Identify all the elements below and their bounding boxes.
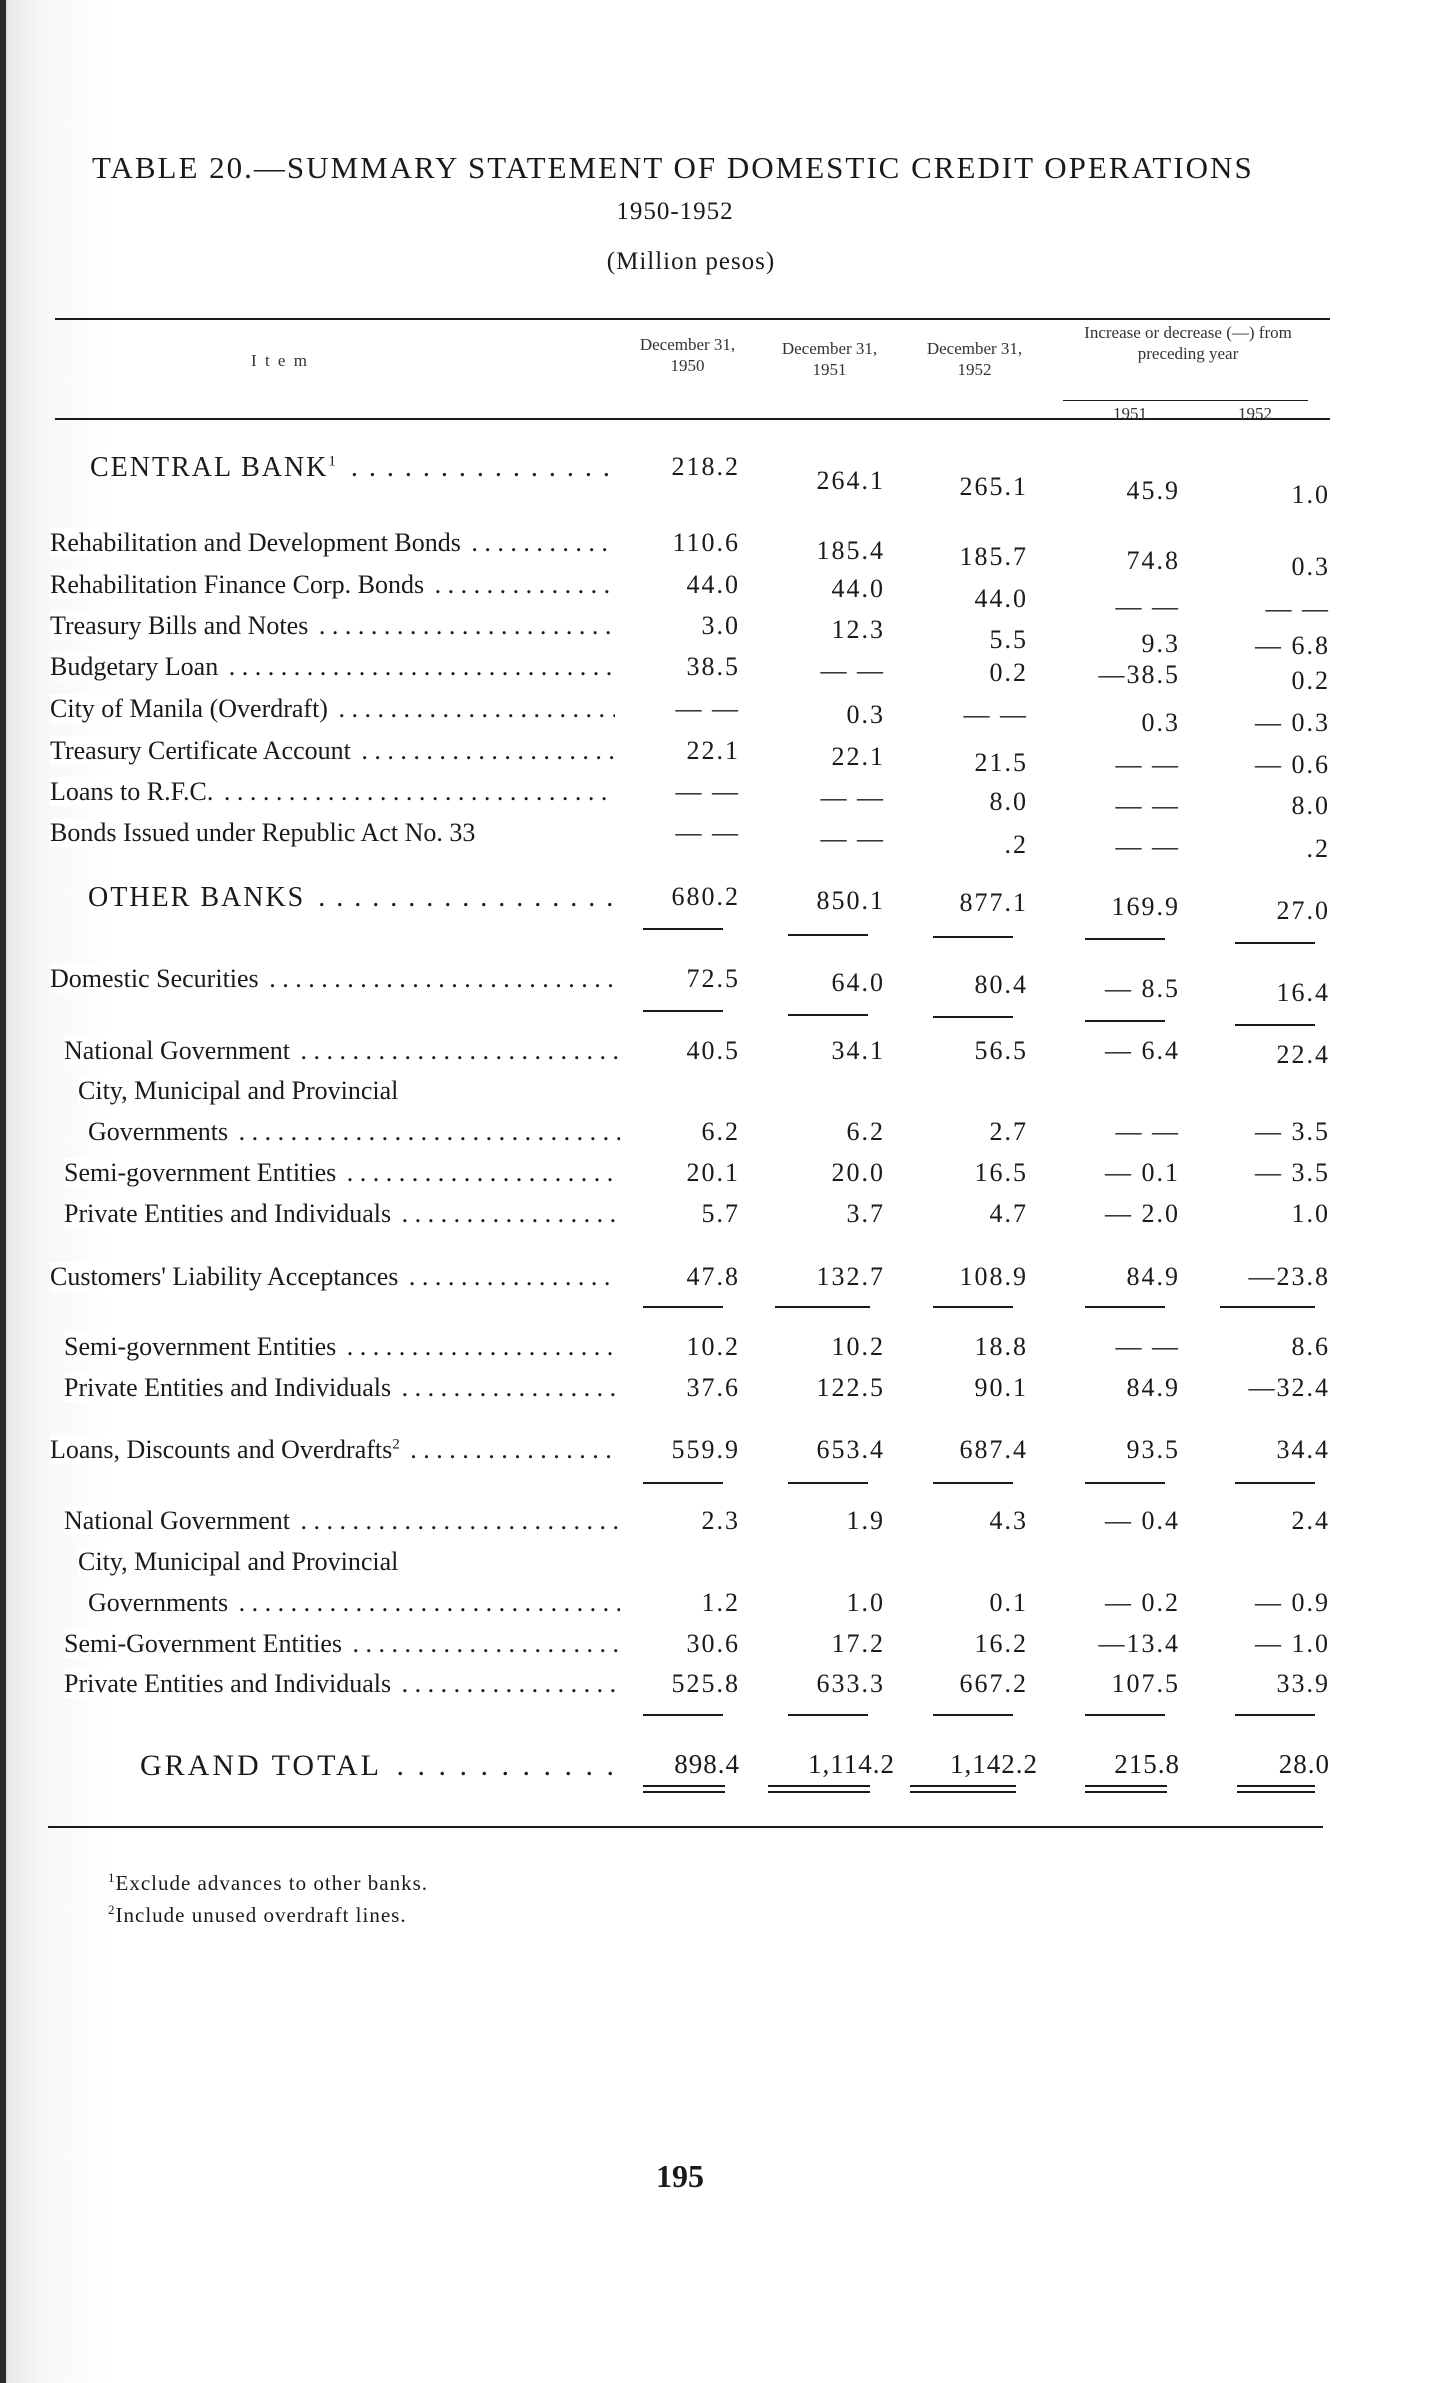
cell-1951: 44.0 — [831, 574, 885, 603]
cell-1952: 90.1 — [974, 1373, 1028, 1402]
underline — [1235, 1714, 1315, 1716]
underline — [788, 934, 868, 936]
cell-change-1951: — — — [1115, 592, 1180, 621]
row-label: Bonds Issued under Republic Act No. 33 — [50, 818, 479, 847]
cell-change-1952: 28.0 — [1278, 1749, 1330, 1779]
row-label: Domestic Securities — [50, 964, 263, 993]
cell-change-1951: — 6.4 — [1105, 1036, 1180, 1065]
cell-change-1952: 0.3 — [1291, 552, 1330, 581]
cell-1952: 16.2 — [974, 1629, 1028, 1658]
underline — [933, 1714, 1013, 1716]
underline — [643, 1306, 723, 1308]
row-label: Governments — [88, 1588, 232, 1617]
cell-1950: 44.0 — [686, 570, 740, 599]
cell-1951: — — — [820, 783, 885, 812]
cell-change-1952: — 1.0 — [1255, 1629, 1330, 1658]
cell-change-1951: 74.8 — [1126, 546, 1180, 575]
underline — [1085, 1714, 1165, 1716]
cell-1951: 1,114.2 — [808, 1749, 895, 1779]
cell-1951: 633.3 — [816, 1669, 885, 1698]
underline — [933, 936, 1013, 938]
underline — [788, 1014, 868, 1016]
cell-change-1951: 0.3 — [1141, 708, 1180, 737]
cell-1950: 898.4 — [674, 1749, 740, 1779]
double-underline — [768, 1785, 870, 1793]
cell-change-1952: 2.4 — [1291, 1506, 1330, 1535]
cell-change-1951: 84.9 — [1126, 1262, 1180, 1291]
row-label: Private Entities and Individuals — [64, 1669, 395, 1698]
cell-change-1952: 16.4 — [1276, 978, 1330, 1007]
underline — [643, 1010, 723, 1012]
cell-1951: 264.1 — [816, 466, 885, 495]
underline — [1220, 1306, 1315, 1308]
cell-1951: 34.1 — [831, 1036, 885, 1065]
cell-change-1952: —23.8 — [1248, 1262, 1330, 1291]
cell-change-1951: 215.8 — [1114, 1749, 1180, 1779]
cell-1952: 4.7 — [989, 1199, 1028, 1228]
cell-change-1951: — 8.5 — [1105, 974, 1180, 1003]
row-label: OTHER BANKS — [88, 882, 309, 913]
cell-1952: 877.1 — [959, 888, 1028, 917]
cell-change-1952: — — — [1265, 594, 1330, 623]
cell-1951: 22.1 — [831, 742, 885, 771]
row-label: City of Manila (Overdraft) — [50, 694, 332, 723]
footnote-text: Include unused overdraft lines. — [115, 1903, 407, 1927]
row-label: Semi-Government Entities — [64, 1629, 346, 1658]
row-label: Loans to R.F.C. — [50, 777, 217, 806]
cell-1950: — — — [675, 777, 740, 806]
cell-1952: 0.2 — [989, 658, 1028, 687]
cell-1951: 1.0 — [846, 1588, 885, 1617]
cell-1952: 16.5 — [974, 1158, 1028, 1187]
cell-1951: 1.9 — [846, 1506, 885, 1535]
cell-1951: 0.3 — [846, 700, 885, 729]
cell-1950: 3.0 — [701, 611, 740, 640]
cell-change-1952: 1.0 — [1291, 1199, 1330, 1228]
cell-change-1952: — 0.9 — [1255, 1588, 1330, 1617]
cell-change-1952: 1.0 — [1291, 480, 1330, 509]
cell-1950: 37.6 — [686, 1373, 740, 1402]
footnote-1 — [108, 1870, 428, 1896]
cell-change-1951: — 0.4 — [1105, 1506, 1180, 1535]
cell-1952: 2.7 — [989, 1117, 1028, 1146]
cell-change-1951: — — — [1115, 791, 1180, 820]
cell-1951: 122.5 — [816, 1373, 885, 1402]
cell-1952: 56.5 — [974, 1036, 1028, 1065]
row-label: National Government — [64, 1506, 294, 1535]
cell-1952: 667.2 — [959, 1669, 1028, 1698]
cell-1950: 38.5 — [686, 652, 740, 681]
cell-change-1952: 33.9 — [1276, 1669, 1330, 1698]
cell-1951: — — — [820, 824, 885, 853]
cell-1952: 44.0 — [974, 584, 1028, 613]
header-col-1951: December 31, 1951 — [781, 339, 878, 379]
cell-1952: 5.5 — [989, 625, 1028, 654]
cell-1951: 17.2 — [831, 1629, 885, 1658]
cell-1951: 12.3 — [831, 615, 885, 644]
row-label: Private Entities and Individuals — [64, 1373, 395, 1402]
cell-1950: 20.1 — [686, 1158, 740, 1187]
cell-1951: 64.0 — [831, 968, 885, 997]
cell-change-1951: — — — [1115, 1117, 1180, 1146]
underline — [1085, 938, 1165, 940]
cell-1950: 1.2 — [701, 1588, 740, 1617]
cell-1950: 5.7 — [701, 1199, 740, 1228]
page-binding-edge — [0, 0, 6, 2383]
header-change-subrule — [1063, 400, 1308, 401]
underline — [788, 1482, 868, 1484]
header-change-1951: 1951 — [1113, 404, 1147, 423]
row-label: Semi-government Entities — [64, 1332, 340, 1361]
footnote-ref: 1 — [328, 453, 338, 470]
cell-1951: 850.1 — [816, 886, 885, 915]
underline — [1235, 942, 1315, 944]
cell-1950: 72.5 — [686, 964, 740, 993]
footnote-mark: 2 — [108, 1902, 116, 1917]
underline — [1085, 1482, 1165, 1484]
cell-change-1952: —32.4 — [1248, 1373, 1330, 1402]
underline — [1235, 1482, 1315, 1484]
row-label: Treasury Bills and Notes — [50, 611, 312, 640]
cell-change-1951: — 0.1 — [1105, 1158, 1180, 1187]
cell-1952: — — — [963, 700, 1028, 729]
footnote-mark: 1 — [108, 1870, 116, 1885]
cell-1952: .2 — [1004, 830, 1028, 859]
row-label: CENTRAL BANK — [90, 452, 329, 483]
cell-1951: 10.2 — [831, 1332, 885, 1361]
cell-change-1951: 169.9 — [1111, 892, 1180, 921]
cell-1952: 1,142.2 — [950, 1749, 1038, 1779]
cell-1951: 132.7 — [816, 1262, 885, 1291]
cell-change-1952: — 3.5 — [1255, 1158, 1330, 1187]
row-label: Semi-government Entities — [64, 1158, 340, 1187]
row-label: Budgetary Loan — [50, 652, 222, 681]
cell-1950: 110.6 — [672, 528, 740, 557]
cell-1950: 6.2 — [701, 1117, 740, 1146]
underline — [788, 1714, 868, 1716]
footnote-ref: 2 — [392, 1436, 400, 1453]
cell-1950: 525.8 — [671, 1669, 740, 1698]
row-label: Private Entities and Individuals — [64, 1199, 395, 1228]
cell-1950: 218.2 — [671, 452, 740, 481]
underline — [643, 1482, 723, 1484]
cell-1950: 40.5 — [686, 1036, 740, 1065]
double-underline — [643, 1785, 725, 1793]
cell-change-1952: — 6.8 — [1255, 631, 1330, 660]
cell-change-1951: — — — [1115, 750, 1180, 779]
cell-change-1951: — 0.2 — [1105, 1588, 1180, 1617]
double-underline — [1085, 1785, 1167, 1793]
header-change-1952: 1952 — [1238, 404, 1272, 423]
cell-1952: 8.0 — [989, 787, 1028, 816]
cell-change-1951: 84.9 — [1126, 1373, 1180, 1402]
cell-1950: 2.3 — [701, 1506, 740, 1535]
cell-change-1951: 9.3 — [1141, 629, 1180, 658]
table-title: TABLE 20.—SUMMARY STATEMENT OF DOMESTIC CREDIT OPERATIONS — [92, 150, 1254, 185]
double-underline — [1237, 1785, 1315, 1793]
cell-change-1952: 8.6 — [1291, 1332, 1330, 1361]
page-number: 195 — [656, 2158, 704, 2194]
table-bottom-rule — [48, 1826, 1323, 1828]
cell-1950: 10.2 — [686, 1332, 740, 1361]
cell-change-1952: 22.4 — [1276, 1040, 1330, 1069]
table-subtitle: 1950-1952 — [616, 198, 734, 225]
cell-change-1951: —13.4 — [1098, 1629, 1180, 1658]
row-label: Rehabilitation and Development Bonds — [50, 528, 465, 557]
cell-1952: 18.8 — [974, 1332, 1028, 1361]
underline — [933, 1306, 1013, 1308]
cell-1951: 6.2 — [846, 1117, 885, 1146]
header-col-1950: December 31, 1950 — [639, 335, 736, 375]
row-label: City, Municipal and Provincial — [78, 1076, 402, 1105]
underline — [933, 1016, 1013, 1018]
row-label: Governments — [88, 1117, 232, 1146]
cell-1951: 185.4 — [816, 536, 885, 565]
header-item: I t e m — [251, 351, 309, 370]
footnote-text: Exclude advances to other banks. — [115, 1871, 428, 1895]
cell-1950: 30.6 — [686, 1629, 740, 1658]
double-underline — [910, 1785, 1016, 1793]
cell-1952: 687.4 — [959, 1435, 1028, 1464]
page-edge-shadow — [0, 0, 118, 2383]
cell-change-1951: — — — [1115, 832, 1180, 861]
cell-change-1952: — 0.3 — [1255, 708, 1330, 737]
row-label: City, Municipal and Provincial — [78, 1547, 402, 1576]
cell-change-1952: 0.2 — [1291, 666, 1330, 695]
underline — [775, 1306, 870, 1308]
cell-1952: 265.1 — [959, 472, 1028, 501]
cell-1951: 20.0 — [831, 1158, 885, 1187]
underline — [1235, 1024, 1315, 1026]
cell-1950: — — — [675, 694, 740, 723]
cell-1950: 559.9 — [671, 1435, 740, 1464]
cell-1950: — — — [675, 818, 740, 847]
row-label: GRAND TOTAL — [140, 1749, 386, 1782]
cell-change-1951: —38.5 — [1098, 660, 1180, 689]
row-label: Customers' Liability Acceptances — [50, 1262, 402, 1291]
underline — [643, 928, 723, 930]
footnote-2 — [108, 1902, 407, 1928]
cell-1952: 0.1 — [989, 1588, 1028, 1617]
cell-change-1951: 45.9 — [1126, 476, 1180, 505]
cell-1951: 3.7 — [846, 1199, 885, 1228]
row-label: Treasury Certificate Account — [50, 736, 355, 765]
cell-1951: — — — [820, 656, 885, 685]
cell-1950: 22.1 — [686, 736, 740, 765]
underline — [1085, 1020, 1165, 1022]
cell-change-1951: — — — [1115, 1332, 1180, 1361]
cell-1951: 653.4 — [816, 1435, 885, 1464]
cell-change-1952: 27.0 — [1276, 896, 1330, 925]
cell-1952: 21.5 — [974, 748, 1028, 777]
cell-change-1951: — 2.0 — [1105, 1199, 1180, 1228]
header-change: Increase or decrease (—) from preceding year — [1084, 323, 1292, 363]
cell-1950: 680.2 — [671, 882, 740, 911]
header-col-1952: December 31, 1952 — [926, 339, 1023, 379]
cell-change-1951: 93.5 — [1126, 1435, 1180, 1464]
table-units: (Million pesos) — [606, 248, 776, 275]
cell-change-1952: — 0.6 — [1255, 750, 1330, 779]
cell-1952: 4.3 — [989, 1506, 1028, 1535]
cell-change-1952: 34.4 — [1276, 1435, 1330, 1464]
cell-1952: 185.7 — [959, 542, 1028, 571]
cell-change-1952: .2 — [1306, 834, 1330, 863]
row-label: National Government — [64, 1036, 294, 1065]
cell-change-1952: — 3.5 — [1255, 1117, 1330, 1146]
underline — [1085, 1306, 1165, 1308]
header-top-rule — [55, 318, 1330, 320]
underline — [643, 1714, 723, 1716]
cell-change-1951: 107.5 — [1111, 1669, 1180, 1698]
cell-1950: 47.8 — [686, 1262, 740, 1291]
row-label: Loans, Discounts and Overdrafts — [50, 1435, 393, 1464]
cell-change-1952: 8.0 — [1291, 791, 1330, 820]
underline — [933, 1482, 1013, 1484]
cell-1952: 80.4 — [974, 970, 1028, 999]
cell-1952: 108.9 — [959, 1262, 1028, 1291]
row-label: Rehabilitation Finance Corp. Bonds — [50, 570, 428, 599]
